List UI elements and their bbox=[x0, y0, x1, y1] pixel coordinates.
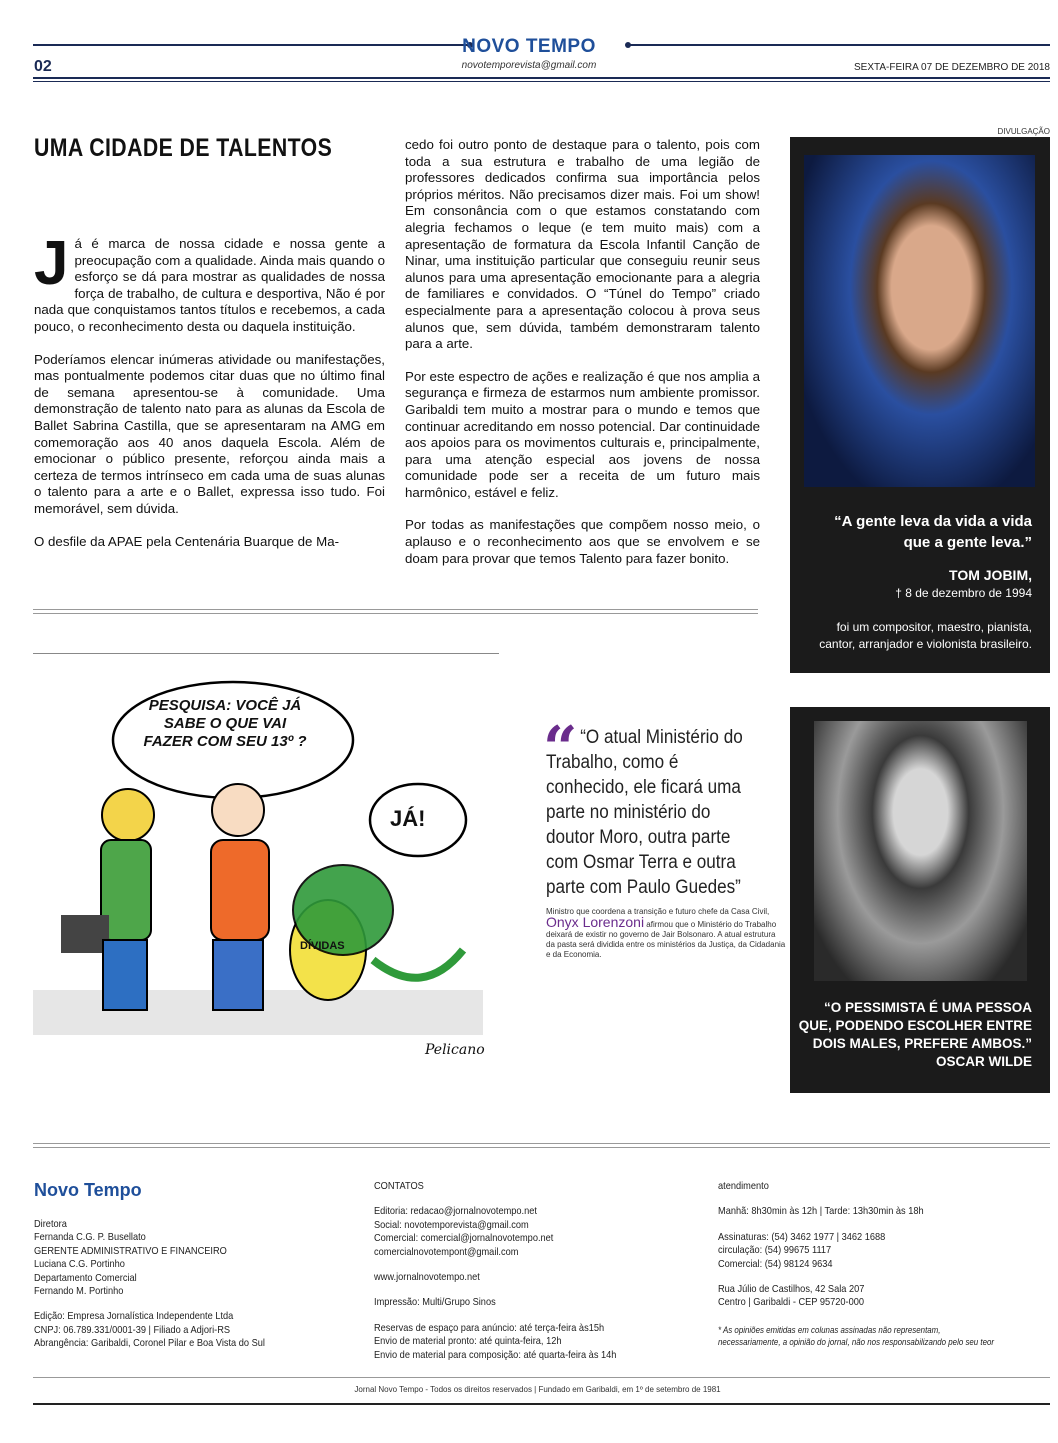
character-body bbox=[211, 840, 269, 940]
header-underline-thin bbox=[33, 81, 1050, 82]
page-number: 02 bbox=[34, 58, 52, 75]
footer-staff bbox=[34, 1218, 265, 1351]
contact-email[interactable]: Comercial: comercial@jornalnovotempo.net bbox=[374, 1232, 554, 1245]
cartoon-bubble-text: PESQUISA: VOCÊ JÁ SABE O QUE VAI FAZER COM SEU 13º ? bbox=[143, 697, 307, 750]
copyright-rule bbox=[33, 1377, 1050, 1378]
wilde-quote: “O PESSIMISTA É UMA PESSOA QUE, PODENDO ESCOLHER ENTRE DOIS MALES, PREFERE AMBOS.” bbox=[798, 1000, 1032, 1051]
jobim-bio: foi um compositor, maestro, pianista, cantor, arranjador e violonista brasileiro. bbox=[819, 620, 1032, 651]
oscar-wilde-photo bbox=[814, 721, 1027, 981]
copyright: Jornal Novo Tempo - Todos os direitos reservados | Fundado em Garibaldi, em 1º de setembro de 1981 bbox=[354, 1385, 721, 1394]
phone-line: Comercial: (54) 98124 9634 bbox=[718, 1257, 833, 1270]
quote-mark-icon: “ bbox=[543, 714, 578, 784]
tom-jobim-photo bbox=[804, 155, 1035, 487]
staff-line: Luciana C.G. Portinho bbox=[34, 1258, 125, 1271]
contact-email[interactable]: Editoria: redacao@jornalnovotempo.net bbox=[374, 1205, 537, 1218]
paragraph: Poderíamos elencar inúmeras atividade ou manifestações, mas pontualmente podemos citar duas que no último final de semana apresentou-se à comunidade. Uma demonstração de talento nato para as alunas da Escola de Ballet Sabrina Castilla, que se apresentaram na AMG em comemoração aos 40 anos daquela Escola. Além de emocionar o público presente, reforçou ainda mais a certeza de termos intrínseco em cada uma de suas alunas o talento para a arte e o Ballet, expressa isso tudo. Foi memorável, sem dúvida. bbox=[34, 351, 385, 516]
masthead-email[interactable]: novotemporevista@gmail.com bbox=[461, 60, 597, 71]
address-line: Centro | Garibaldi - CEP 95720-000 bbox=[718, 1296, 865, 1309]
contacts-title: CONTATOS bbox=[374, 1180, 424, 1192]
hours-line: Manhã: 8h30min às 12h | Tarde: 13h30min às 18h bbox=[718, 1205, 924, 1218]
deadline-line: Envio de material para composição: até quarta-feira às 14h bbox=[374, 1348, 617, 1361]
paragraph: O desfile da APAE pela Centenária Buarque de Ma- bbox=[34, 533, 340, 549]
hours-title: atendimento bbox=[718, 1180, 769, 1192]
cartoon-signature: Pelicano bbox=[425, 1042, 485, 1058]
cartoon-top-rule bbox=[33, 653, 499, 654]
contact-email[interactable]: comercialnovotempont@gmail.com bbox=[374, 1245, 519, 1258]
paragraph: Por este espectro de ações e realização é que nos amplia a segurança e firmeza de estarmos num ambiente promissor. Garibaldi tem muito a mostrar para o mundo e temos que continuar acreditando em nosso potencial. Dar continuidade aos apoios para os movimentos culturais e, principalmente, para uma atenção especial aos jovens de nossa comunidade pode ser a receita de um futuro mais harmônico, estável e feliz. bbox=[405, 368, 760, 500]
onyx-intro: Ministro que coordena a transição e futuro chefe da Casa Civil, bbox=[546, 907, 770, 916]
phone-line: Assinaturas: (54) 3462 1977 | 3462 1688 bbox=[718, 1230, 886, 1243]
header-underline bbox=[33, 77, 1050, 79]
company-line: Abrangência: Garibaldi, Coronel Pilar e Boa Vista do Sul bbox=[34, 1337, 265, 1350]
wilde-panel bbox=[790, 707, 1050, 1093]
cartoon-belly-label: DÍVIDAS bbox=[300, 940, 345, 952]
disclaimer-line: necessariamente, a opinião do jornal, não nos responsabilizando pelo seu teor bbox=[718, 1336, 995, 1347]
phone-line: circulação: (54) 99675 1117 bbox=[718, 1244, 832, 1257]
paragraph: Por todas as manifestações que compõem nosso meio, o aplauso e o reconhecimento aos que se envolvem e se doam para provar que temos Talento para fazer bonito. bbox=[405, 517, 760, 566]
jobim-death: † 8 de dezembro de 1994 bbox=[895, 586, 1032, 600]
jobim-panel bbox=[790, 137, 1050, 673]
dragon-tail bbox=[373, 950, 463, 978]
character-legs bbox=[213, 940, 263, 1010]
website-link[interactable]: www.jornalnovotempo.net bbox=[374, 1271, 480, 1284]
company-line: CNPJ: 06.789.331/0001-39 | Filiado a Adjori-RS bbox=[34, 1323, 231, 1336]
onyx-caption bbox=[546, 907, 786, 960]
article-title: UMA CIDADE DE TALENTOS bbox=[34, 134, 333, 162]
character-head bbox=[212, 784, 264, 836]
print-info: Impressão: Multi/Grupo Sinos bbox=[374, 1296, 496, 1309]
footer-contacts bbox=[374, 1180, 616, 1362]
character-legs bbox=[103, 940, 147, 1010]
article-column-1 bbox=[34, 229, 385, 566]
onyx-text: afirmou que o Ministério do Trabalho deixará de existir no governo de Jair Bolsonaro. A atual estrutura da pasta será dividida entre os ministérios da Justiça, da Cidadania e da Economia. bbox=[546, 920, 786, 959]
contact-email[interactable]: Social: novotemporevista@gmail.com bbox=[374, 1218, 529, 1231]
wilde-name: OSCAR WILDE bbox=[936, 1054, 1032, 1069]
jobim-quote: “A gente leva da vida a vida que a gente leva.” bbox=[834, 513, 1032, 551]
footer-service bbox=[718, 1180, 994, 1348]
footer-brand: Novo Tempo bbox=[34, 1180, 142, 1200]
address-line: Rua Júlio de Castilhos, 42 Sala 207 bbox=[718, 1283, 865, 1296]
cartoon-bubble-text: JÁ! bbox=[390, 806, 426, 831]
deadline-line: Envio de material pronto: até quinta-feira, 12h bbox=[374, 1335, 562, 1348]
paragraph: á é marca de nossa cidade e nossa gente a preocupação com a qualidade. Ainda mais quando o esforço se dá para mostrar as qualidades de nossa força de trabalho, de cultura e desportiva, Não é por nada que conquistamos tantos títulos e recebemos, a cada pouco, o reconhecimento desta ou daquela instituição. bbox=[34, 236, 385, 334]
paragraph: cedo foi outro ponto de destaque para o talento, pois com toda a sua estrutura e trabalho de uma legião de professores dedicados confirma sua importância pelos próprios méritos. Não precisamos dizer mais. Foi um show! Em consonância com o que estamos constatando com alegria fechamos o leque (e tem muito mais) com a apresentação de formatura da Escola Infantil Canção de Ninar, uma instituição particular que conseguiu reunir seus alunos para uma apresentação emocionante para a alegria de familiares e convidados. O “Túnel do Tempo” criado especialmente para a apresentação colocou à prova seus alunos que, sem dúvida, também demonstraram talento para a arte. bbox=[405, 137, 760, 352]
onyx-name: Onyx Lorenzoni bbox=[546, 914, 645, 930]
staff-line: Fernanda C.G. P. Busellato bbox=[34, 1231, 146, 1244]
staff-line: Departamento Comercial bbox=[34, 1271, 137, 1284]
shoulder-bag bbox=[61, 915, 109, 953]
staff-line: Fernando M. Portinho bbox=[34, 1285, 124, 1298]
masthead-brand: NOVO TEMPO bbox=[462, 36, 596, 57]
onyx-quote: “O atual Ministério do Trabalho, como é conhecido, ele ficará uma parte no ministério do doutor Moro, outra parte com Osmar Terra e outra parte com Paulo Guedes” bbox=[546, 727, 743, 898]
footer-divider bbox=[33, 1143, 1050, 1148]
company-line: Edição: Empresa Jornalística Independente Ltda bbox=[34, 1310, 234, 1323]
bottom-rule bbox=[33, 1403, 1050, 1405]
staff-line: GERENTE ADMINISTRATIVO E FINANCEIRO bbox=[34, 1244, 227, 1257]
article-column-2 bbox=[405, 137, 760, 583]
drop-cap: J bbox=[34, 229, 69, 298]
character-head bbox=[102, 789, 154, 841]
jobim-name: TOM JOBIM, bbox=[949, 567, 1032, 583]
deadline-line: Reservas de espaço para anúncio: até terça-feira às15h bbox=[374, 1321, 605, 1334]
section-divider bbox=[33, 609, 758, 614]
disclaimer-line: * As opiniões emitidas em colunas assinadas não representam, bbox=[718, 1324, 941, 1335]
issue-date: SEXTA-FEIRA 07 DE DEZEMBRO DE 2018 bbox=[854, 62, 1050, 73]
photo-credit: DIVULGAÇÃO bbox=[997, 127, 1050, 136]
staff-line: Diretora bbox=[34, 1218, 67, 1230]
